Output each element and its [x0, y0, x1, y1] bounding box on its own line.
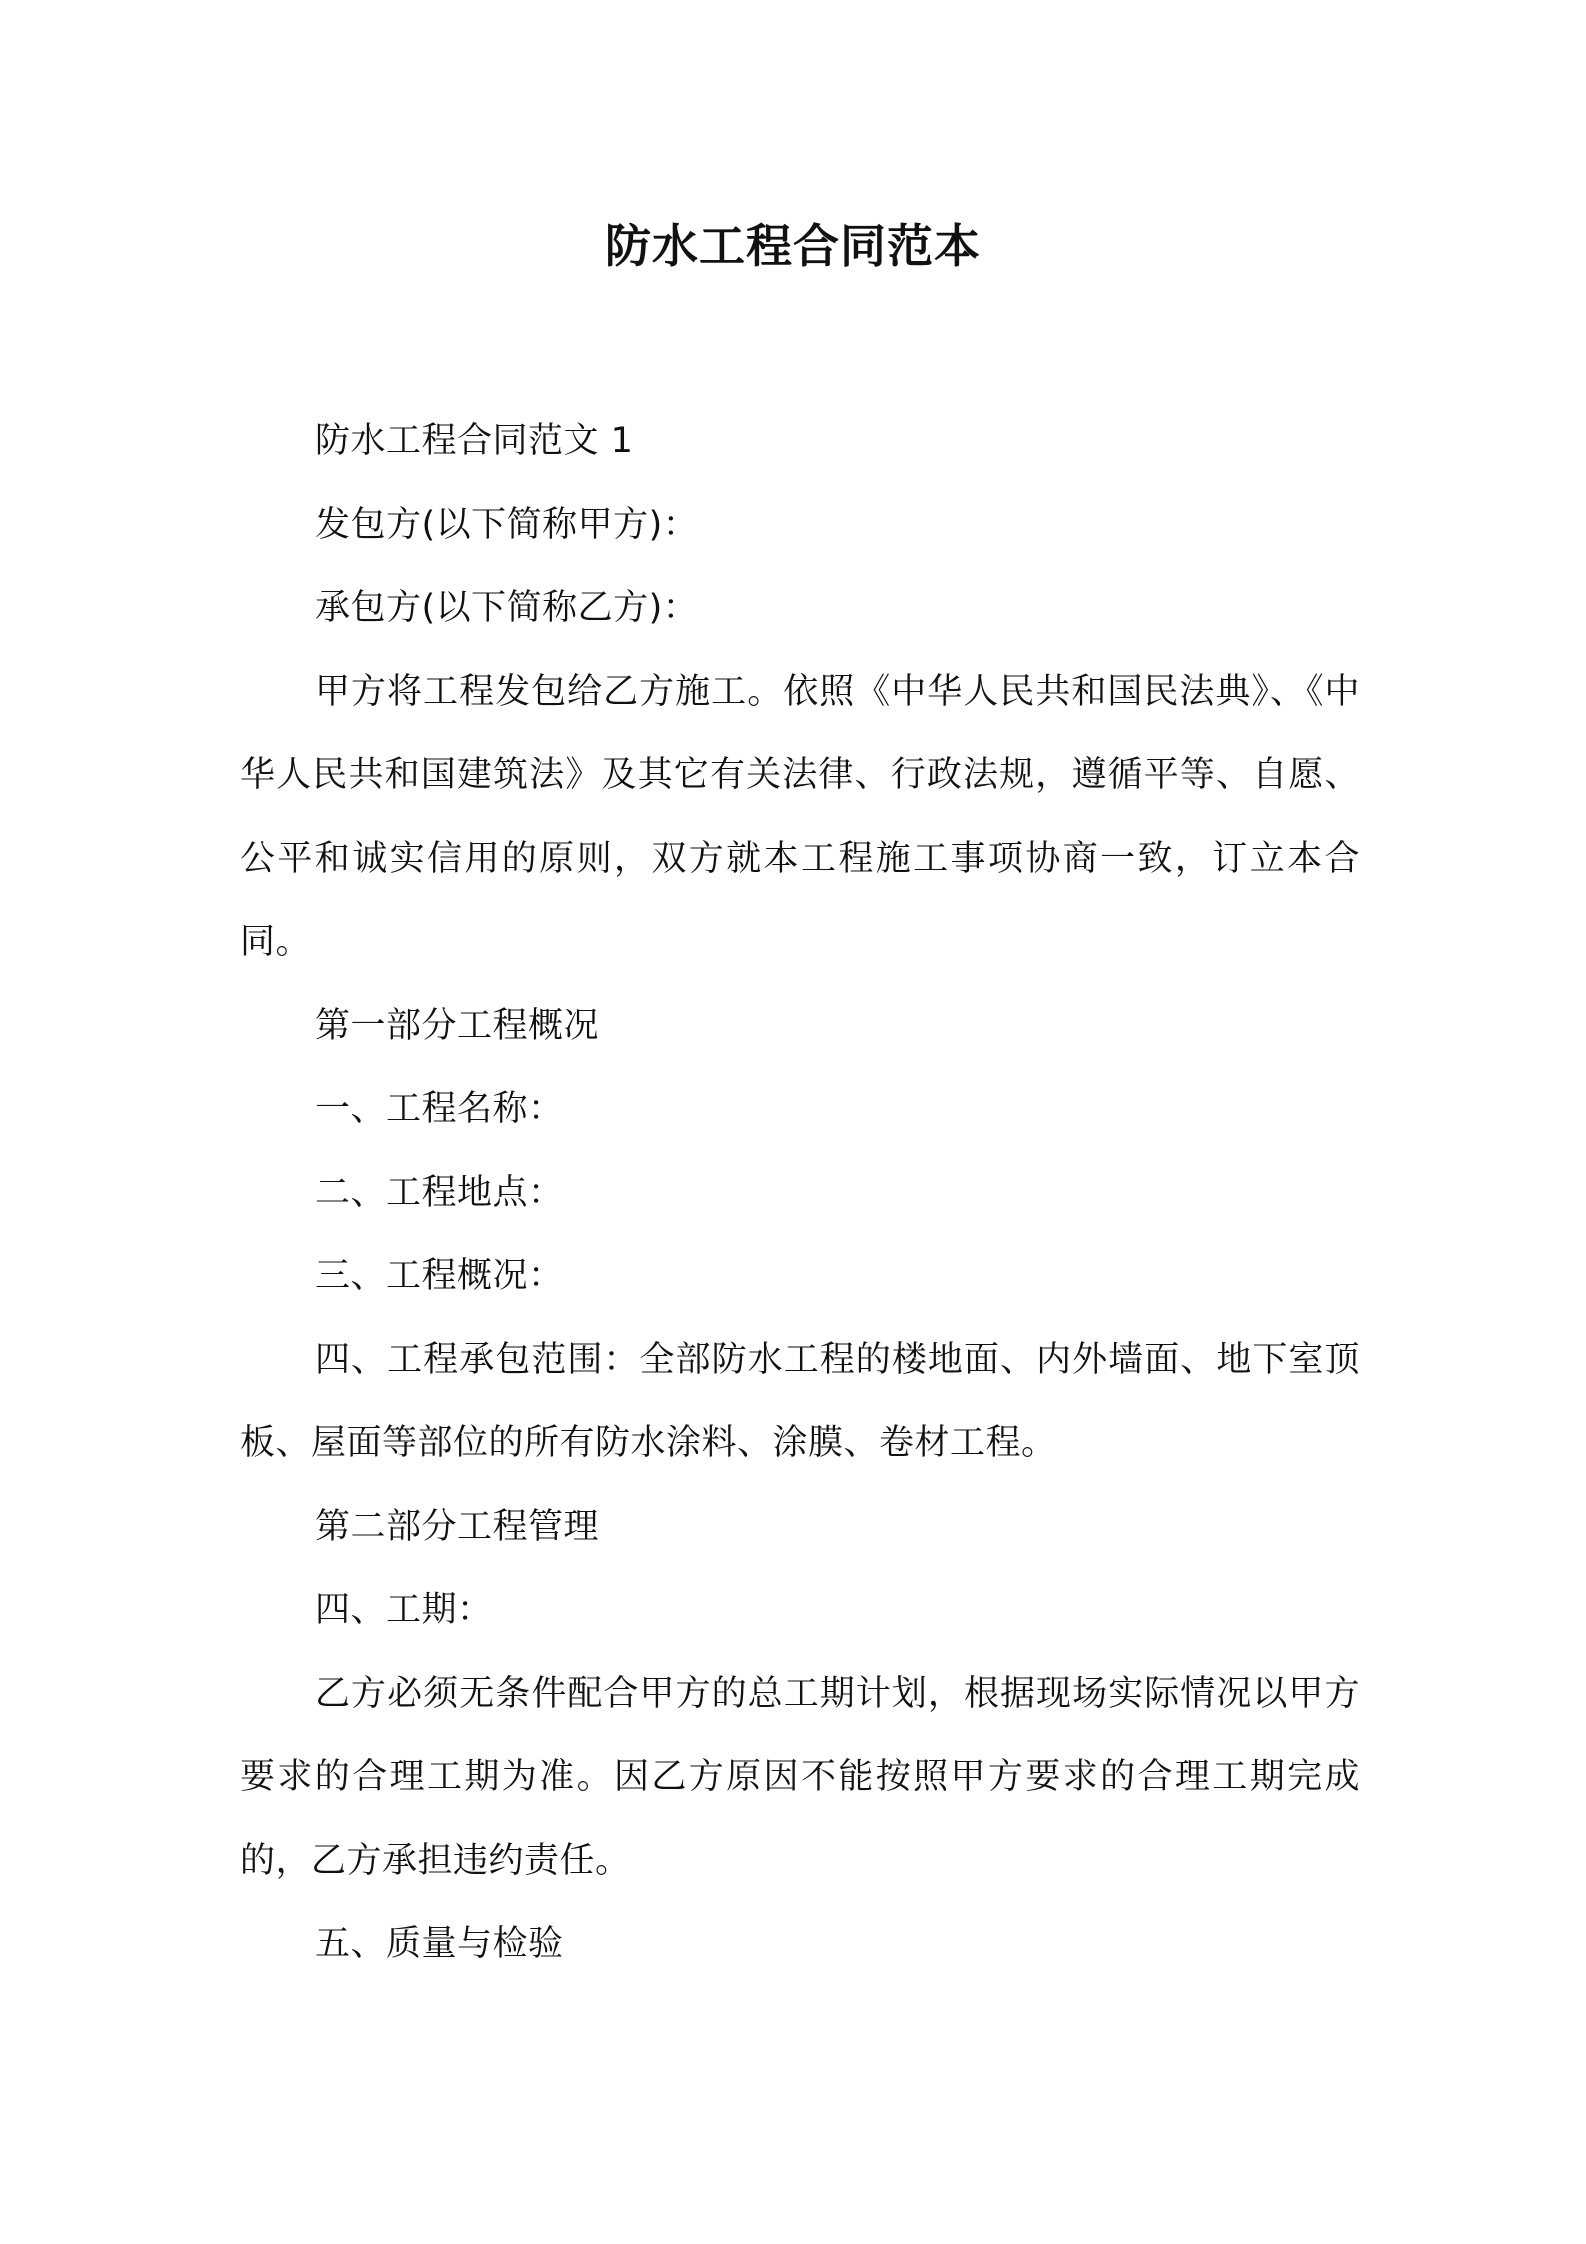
paragraph-contract-scope: 四、工程承包范围：全部防水工程的楼地面、内外墙面、地下室顶板、屋面等部位的所有防水涂料、涂膜、卷材工程。 [240, 1339, 1360, 1463]
paragraph-project-overview: 三、工程概况： [315, 1256, 564, 1296]
document-title: 防水工程合同范本 [605, 219, 981, 273]
paragraph-preamble: 甲方将工程发包给乙方施工。依照《中华人民共和国民法典》、《中华人民共和国建筑法》及其它有关法律、行政法规，遵循平等、自愿、公平和诚实信用的原则，双方就本工程施工事项协商一致，订立本合同。 [240, 671, 1360, 962]
section-heading-part-one: 第一部分工程概况 [315, 1005, 600, 1046]
paragraph-project-name: 一、工程名称： [315, 1089, 564, 1129]
document-body [240, 400, 1360, 1987]
section-heading-part-two: 第二部分工程管理 [315, 1506, 600, 1547]
paragraph-contract-number: 防水工程合同范文 1 [315, 421, 634, 461]
paragraph-party-b: 承包方(以下简称乙方)： [315, 588, 699, 628]
paragraph-project-location: 二、工程地点： [315, 1172, 564, 1213]
paragraph-schedule-heading: 四、工期： [315, 1590, 493, 1630]
paragraph-schedule-terms: 乙方必须无条件配合甲方的总工期计划，根据现场实际情况以甲方要求的合理工期为准。因乙方原因不能按照甲方要求的合理工期完成的，乙方承担违约责任。 [240, 1673, 1360, 1881]
paragraph-party-a: 发包方(以下简称甲方)： [315, 504, 699, 545]
paragraph-quality-heading: 五、质量与检验 [315, 1924, 564, 1964]
